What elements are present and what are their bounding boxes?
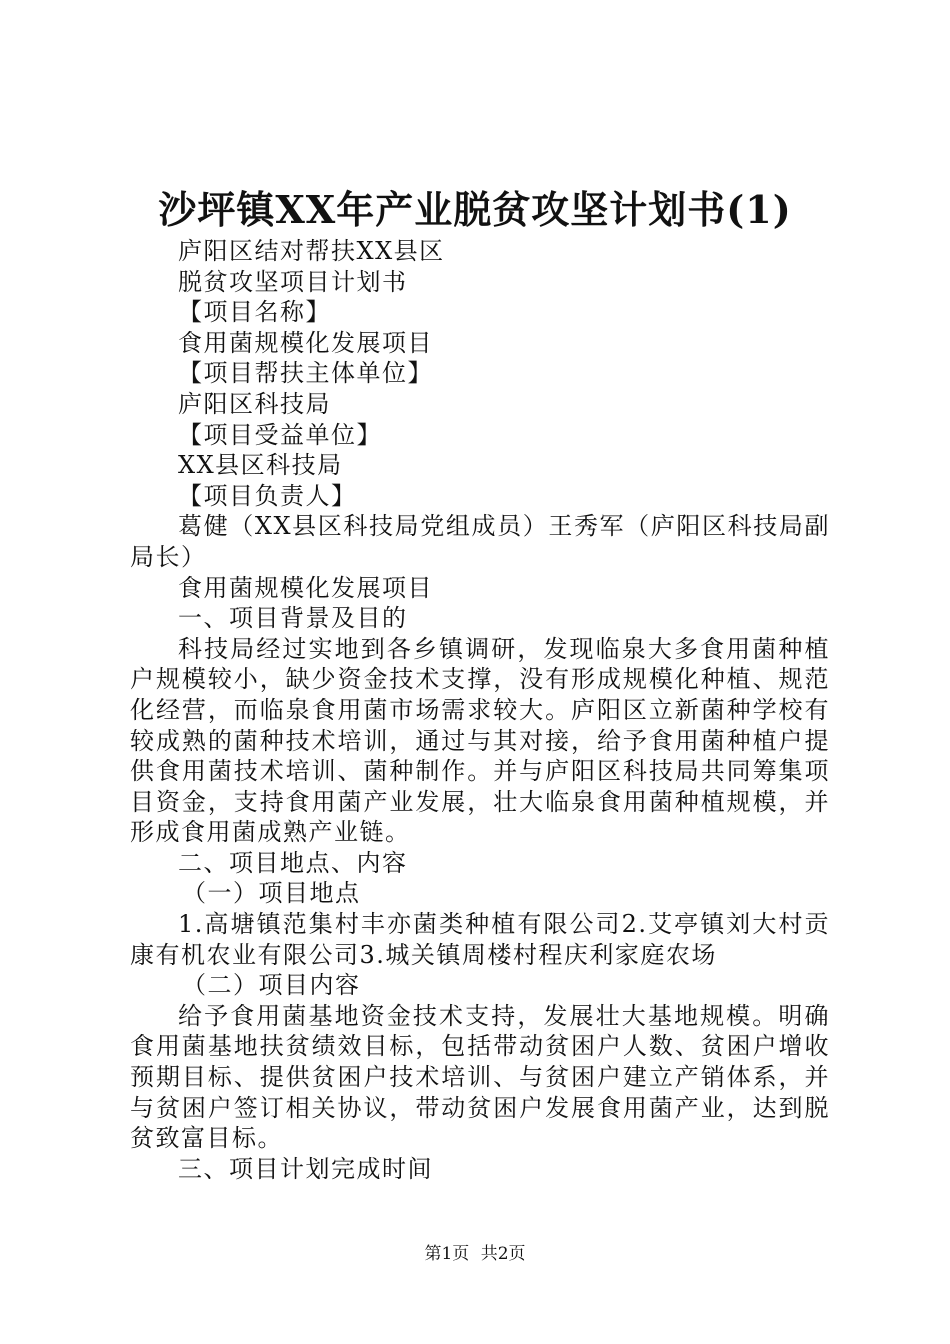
paragraph: 庐阳区结对帮扶XX县区 bbox=[178, 237, 445, 265]
paragraph: 脱贫攻坚项目计划书 bbox=[178, 267, 408, 296]
paragraph: 科技局经过实地到各乡镇调研，发现临泉大多食用菌种植户规模较小，缺少资金技术支撑，没有形成规模化种植、规范化经营，而临泉食用菌市场需求较大。庐阳区立新菌种学校有较成熟的菌种技术培训，通过与其对接，给予食用菌种植户提供食用菌技术培训、菌种制作。并与庐阳区科技局共同筹集项目资金，支持食用菌产业发展，壮大临泉食用菌种植规模，并形成食用菌成熟产业链。 bbox=[130, 634, 830, 847]
document-body bbox=[130, 236, 830, 1184]
paragraph: 【项目负责人】 bbox=[178, 481, 357, 510]
paragraph: 【项目名称】 bbox=[178, 298, 331, 327]
document-title: 沙坪镇XX年产业脱贫攻坚计划书(1) bbox=[158, 187, 792, 232]
section-heading: 一、项目背景及目的 bbox=[178, 604, 408, 633]
page-number: 第1页 bbox=[424, 1244, 470, 1264]
subsection-heading: （一）项目地点 bbox=[182, 879, 361, 908]
paragraph: 葛健（XX县区科技局党组成员）王秀军（庐阳区科技局副局长） bbox=[130, 512, 830, 571]
section-heading: 三、项目计划完成时间 bbox=[178, 1154, 433, 1183]
paragraph: 食用菌规模化发展项目 bbox=[178, 573, 433, 602]
paragraph: 1.高塘镇范集村丰亦菌类种植有限公司2.艾亭镇刘大村贡康有机农业有限公司3.城关镇周楼村程庆利家庭农场 bbox=[130, 910, 830, 969]
paragraph: 给予食用菌基地资金技术支持，发展壮大基地规模。明确食用菌基地扶贫绩效目标，包括带动贫困户人数、贫困户增收预期目标、提供贫困户技术培训、与贫困户建立产销体系，并与贫困户签订相关协议，带动贫困户发展食用菌产业，达到脱贫致富目标。 bbox=[130, 1001, 830, 1153]
page-total: 共2页 bbox=[480, 1244, 526, 1264]
paragraph: 【项目受益单位】 bbox=[178, 420, 382, 449]
page-footer bbox=[0, 1242, 950, 1266]
section-heading: 二、项目地点、内容 bbox=[178, 848, 408, 877]
subsection-heading: （二）项目内容 bbox=[182, 971, 361, 1000]
paragraph: 食用菌规模化发展项目 bbox=[178, 328, 433, 357]
paragraph: XX县区科技局 bbox=[178, 451, 343, 480]
paragraph: 庐阳区科技局 bbox=[178, 389, 331, 418]
paragraph: 【项目帮扶主体单位】 bbox=[178, 359, 433, 388]
